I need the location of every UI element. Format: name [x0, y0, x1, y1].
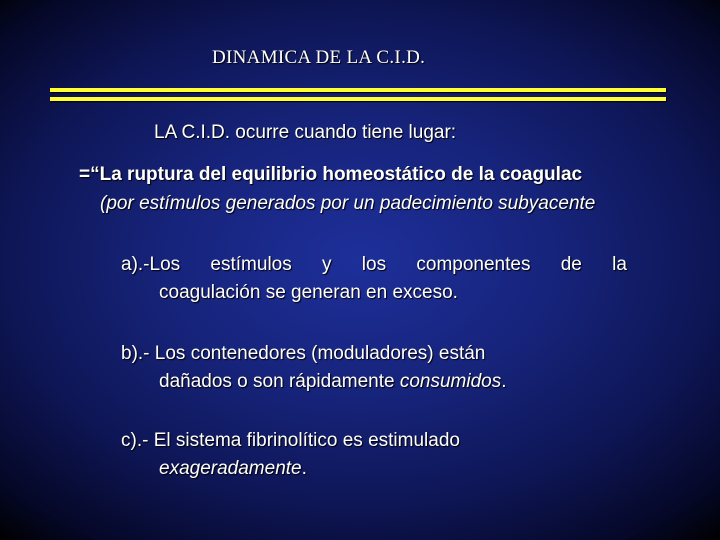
- item-b-line-1: b).- Los contenedores (moduladores) están: [121, 343, 486, 364]
- item-a-line-2: coagulación se generan en exceso.: [159, 282, 458, 303]
- title-rule-bottom: [50, 97, 666, 101]
- list-item-b: [121, 340, 507, 396]
- slide-title: DINAMICA DE LA C.I.D.: [212, 47, 426, 68]
- quote-line-2: (por estímulos generados por un padecimiento subyacente: [100, 193, 596, 214]
- item-a-word: componentes: [416, 254, 531, 275]
- item-b-text: dañados o son rápidamente: [159, 371, 400, 392]
- item-a-word: la: [612, 254, 627, 275]
- intro-text: LA C.I.D. ocurre cuando tiene lugar:: [154, 122, 457, 143]
- item-c-line-1: c).- El sistema fibrinolítico es estimulado: [121, 430, 460, 451]
- item-c-emphasis: exageradamente: [159, 458, 302, 479]
- item-a-word: a).-Los: [121, 254, 181, 275]
- item-a-word: estímulos: [210, 254, 292, 275]
- item-c-period: .: [301, 458, 307, 479]
- item-b-period: .: [501, 371, 507, 392]
- list-item-a: [121, 251, 627, 307]
- list-item-c: [121, 427, 460, 483]
- item-a-word: los: [361, 254, 387, 275]
- item-b-line-2: [121, 368, 507, 396]
- quote-line-1: =“La ruptura del equilibrio homeostático de la coagulac: [79, 164, 583, 185]
- title-rule-top: [50, 88, 666, 92]
- item-b-emphasis: consumidos: [399, 371, 502, 392]
- item-a-word: y: [322, 254, 332, 275]
- item-a-line-1: [121, 251, 627, 279]
- item-a-word: de: [560, 254, 582, 275]
- definition-quote: [0, 164, 720, 224]
- item-c-line-2: [121, 455, 460, 483]
